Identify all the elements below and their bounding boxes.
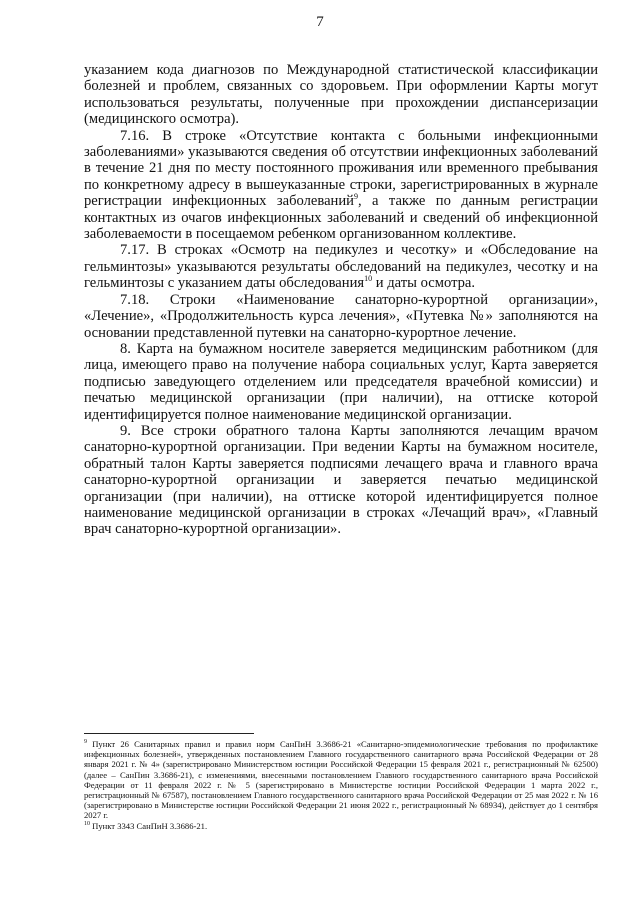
footnote-9-mark: 9 [84, 739, 87, 746]
footnote-9 [84, 739, 598, 821]
footnotes [84, 739, 598, 831]
paragraph-continuation: указанием кода диагнозов по Международной статистической классификации болезней и проблем, связанных со здоровьем. При оформлении Карты могут использоваться результаты, полученные при прохождении диспансеризации (медицинского осмотра). [84, 62, 598, 128]
paragraph-8: 8. Карта на бумажном носителе заверяется медицинским работником (для лица, имеющего право на получение набора социальных услуг, Карта заверяется подписью заведующего отделением или председателя врачебной комиссии) и печатью медицинской организации (при наличии), на оттиске которой идентифицируется полное наименование медицинской организации. [84, 340, 598, 423]
paragraph-7-16 [84, 128, 598, 243]
footnote-ref-9[interactable]: 9 [354, 192, 358, 202]
footnote-10-text: Пункт 3343 СанПиН 3.3686-21. [90, 820, 208, 831]
footnote-10 [84, 821, 598, 831]
body-text [84, 62, 598, 538]
paragraph-7-17 [84, 242, 598, 291]
paragraph-7-16-text-after: , а также по данным регистрации контактных из очагов инфекционных заболеваний и сведений об инфекционной заболеваемости в посещаемом ребенком организованном коллективе. [84, 193, 598, 243]
footnote-9-text: Пункт 26 Санитарных правил и правил норм СанПиН 3.3686-21 «Санитарно-эпидемиологические требования по профилактике инфекционных болезней», утвержденных постановлением Главного государственного санитарного врача Российской Федерации от 28 января 2021 г. № 4» (зарегистрировано Министерством юстиции Российской Федерации 15 февраля 2021 г., регистрационный № 62500) (далее – СанПин 3.3686-21), с изменениями, внесенными постановлением Главного государственного санитарного врача Российской Федерации от 11 февраля 2022 г. № 5 (зарегистрировано в Министерстве юстиции Российской Федерации 1 марта 2022 г., регистрационный № 67587), постановлением Главного государственного санитарного врача Российской Федерации от 25 мая 2022 г. № 16 (зарегистрировано в Министерстве юстиции Российской Федерации 21 июня 2022 г., регистрационный № 68934), действует до 1 сентября 2027 г. [84, 739, 598, 821]
paragraph-7-18: 7.18. Строки «Наименование санаторно-курортной организации», «Лечение», «Продолжительность курса лечения», «Путевка №» заполняются на основании представленной путевки на санаторно-курортное лечение. [84, 291, 598, 341]
paragraph-7-17-text-after: и даты осмотра. [372, 275, 476, 292]
paragraph-9: 9. Все строки обратного талона Карты заполняются лечащим врачом санаторно-курортной организации. При ведении Карты на бумажном носителе, обратный талон Карты заверяется подписями лечащего врача и главного врача санаторно-курортной организации и заверяется печатью медицинской организации (при наличии), на оттиске которой идентифицируется полное наименование медицинской организации в строках «Лечащий врач», «Главный врач санаторно-курортной организации». [84, 422, 598, 538]
paragraph-7-17-text: 7.17. В строках «Осмотр на педикулез и чесотку» и «Обследование на гельминтозы» указываются результаты обследований на педикулез, чесотку и на гельминтозы с указанием даты обследования [84, 242, 598, 292]
footnote-10-mark: 10 [84, 820, 90, 827]
paragraph-7-16-text: 7.16. В строке «Отсутствие контакта с больными инфекционными заболеваниями» указываются сведения об отсутствии инфекционных заболеваний в течение 21 дня по месту постоянного проживания или временного пребывания по конкретному адресу в вышеуказанные строки, зарегистрированных в журнале регистрации инфекционных заболеваний [84, 127, 598, 210]
footnote-ref-10[interactable]: 10 [364, 274, 373, 284]
footnote-divider [84, 733, 254, 734]
page-number: 7 [316, 14, 324, 30]
